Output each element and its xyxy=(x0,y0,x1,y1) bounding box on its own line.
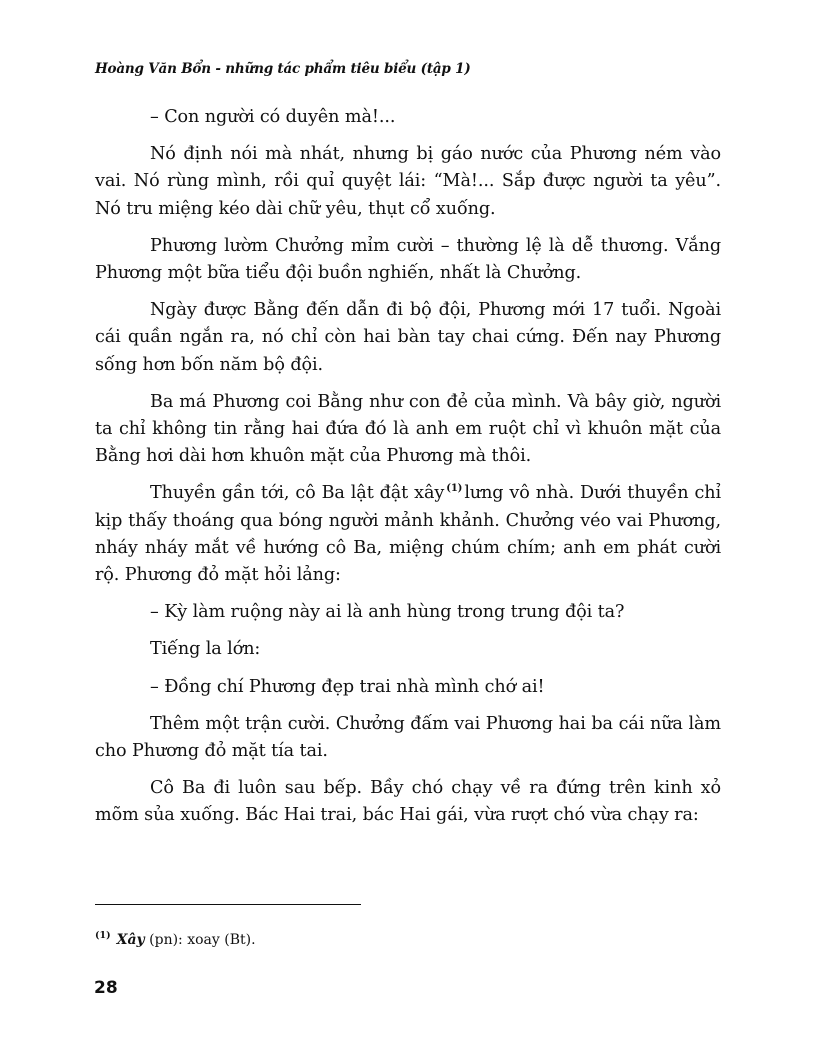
footnote-text: (pn): xoay (Bt). xyxy=(149,932,256,948)
paragraph-6-text-after: lưng vô nhà. Dưới thuyền chỉ kịp thấy thoáng qua bóng người mảnh khảnh. Chưởng véo vai Phương, nháy nháy mắt về hướng cô Ba, miệng chúm chím; anh em phát cười rộ. Phương đỏ mặt hỏi lảng: xyxy=(95,483,721,586)
footnote-reference[interactable]: (1) xyxy=(446,483,463,495)
paragraph-11: Cô Ba đi luôn sau bếp. Bầy chó chạy về ra đứng trên kinh xỏ mõm sủa xuống. Bác Hai trai, bác Hai gái, vừa rượt chó vừa chạy ra: xyxy=(95,778,721,826)
running-header: Hoàng Văn Bổn - những tác phẩm tiêu biểu (tập 1) xyxy=(95,61,471,77)
body-text xyxy=(95,104,721,830)
paragraph-7: – Kỳ làm ruộng này ai là anh hùng trong trung đội ta? xyxy=(150,602,625,623)
paragraph-9: – Đồng chí Phương đẹp trai nhà mình chớ ai! xyxy=(150,676,545,697)
footnote-marker: (1) xyxy=(95,930,111,941)
paragraph-1: – Con người có duyên mà!... xyxy=(150,107,396,127)
footnote-divider xyxy=(95,904,361,905)
paragraph-6-text-before: Thuyền gần tới, cô Ba lật đật xây xyxy=(150,483,445,504)
paragraph-4: Ngày được Bằng đến dẫn đi bộ đội, Phương mới 17 tuổi. Ngoài cái quần ngắn ra, nó chỉ còn hai bàn tay chai cứng. Đến nay Phương sống hơn bốn năm bộ đội. xyxy=(95,300,721,375)
page-number: 28 xyxy=(94,978,118,998)
paragraph-8: Tiếng la lớn: xyxy=(150,639,261,660)
footnote xyxy=(95,930,256,948)
paragraph-3: Phương lườm Chưởng mỉm cười – thường lệ là dễ thương. Vắng Phương một bữa tiểu đội buồn nghiến, nhất là Chưởng. xyxy=(95,235,721,284)
paragraph-6 xyxy=(95,480,721,589)
paragraph-2: Nó định nói mà nhát, nhưng bị gáo nước của Phương ném vào vai. Nó rùng mình, rồi quỉ quyệt lái: “Mà!... Sắp được người ta yêu”. Nó tru miệng kéo dài chữ yêu, thụt cổ xuống. xyxy=(95,144,721,219)
footnote-term: Xây xyxy=(116,932,145,948)
paragraph-5: Ba má Phương coi Bằng như con đẻ của mình. Và bây giờ, người ta chỉ không tin rằng hai đứa đó là anh em ruột chỉ vì khuôn mặt của Bằng hơi dài hơn khuôn mặt của Phương mà thôi. xyxy=(95,391,721,467)
paragraph-10: Thêm một trận cười. Chưởng đấm vai Phương hai ba cái nữa làm cho Phương đỏ mặt tía tai. xyxy=(95,713,721,762)
